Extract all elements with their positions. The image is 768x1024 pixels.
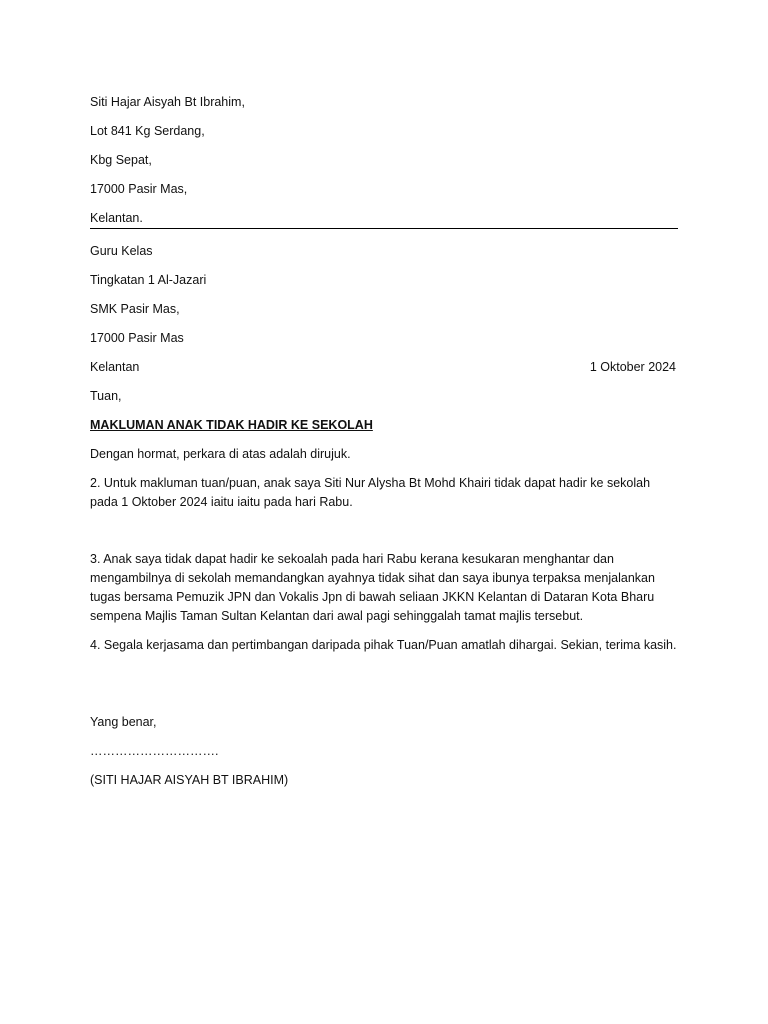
paragraph-3: 3. Anak saya tidak dapat hadir ke sekoalah pada hari Rabu kerana kesukaran menghantar dan mengambilnya di sekolah memandangkan ayahnya tidak sihat dan saya ibunya terpaksa menjalankan tugas bersama Pemuzik JPN dan Vokalis Jpn di bawah seliaan JKKN Kelantan di Dataran Kota Bharu sempena Majlis Taman Sultan Kelantan dari awal pagi sehinggalah tamat majlis tersebut.: [90, 552, 655, 623]
sender-postcode-city: 17000 Pasir Mas,: [90, 182, 188, 196]
letter-date: 1 Oktober 2024: [589, 360, 676, 374]
paragraph-1: Dengan hormat, perkara di atas adalah dirujuk.: [90, 447, 351, 461]
valediction: Yang benar,: [90, 715, 157, 729]
recipient-state: Kelantan: [90, 360, 140, 374]
recipient-title: Guru Kelas: [90, 244, 153, 258]
paragraph-4: 4. Segala kerjasama dan pertimbangan daripada pihak Tuan/Puan amatlah dihargai. Sekian, terima kasih.: [90, 638, 677, 652]
salutation: Tuan,: [90, 389, 122, 403]
recipient-postcode-city: 17000 Pasir Mas: [90, 331, 184, 345]
sender-state: Kelantan.: [90, 211, 143, 225]
recipient-school: SMK Pasir Mas,: [90, 302, 180, 316]
signatory-name: (SITI HAJAR AISYAH BT IBRAHIM): [90, 773, 289, 787]
paragraph-2: 2. Untuk makluman tuan/puan, anak saya Siti Nur Alysha Bt Mohd Khairi tidak dapat hadir ke sekolah pada 1 Oktober 2024 iaitu iaitu pada hari Rabu.: [90, 476, 651, 509]
sender-name: Siti Hajar Aisyah Bt Ibrahim,: [90, 95, 245, 109]
signature-dots: ………………………….: [90, 744, 219, 758]
sender-address-line2: Kbg Sepat,: [90, 153, 152, 167]
letter-subject: MAKLUMAN ANAK TIDAK HADIR KE SEKOLAH: [90, 418, 373, 432]
sender-address-line1: Lot 841 Kg Serdang,: [90, 124, 205, 138]
recipient-class: Tingkatan 1 Al-Jazari: [90, 273, 207, 287]
header-divider: [90, 228, 678, 229]
